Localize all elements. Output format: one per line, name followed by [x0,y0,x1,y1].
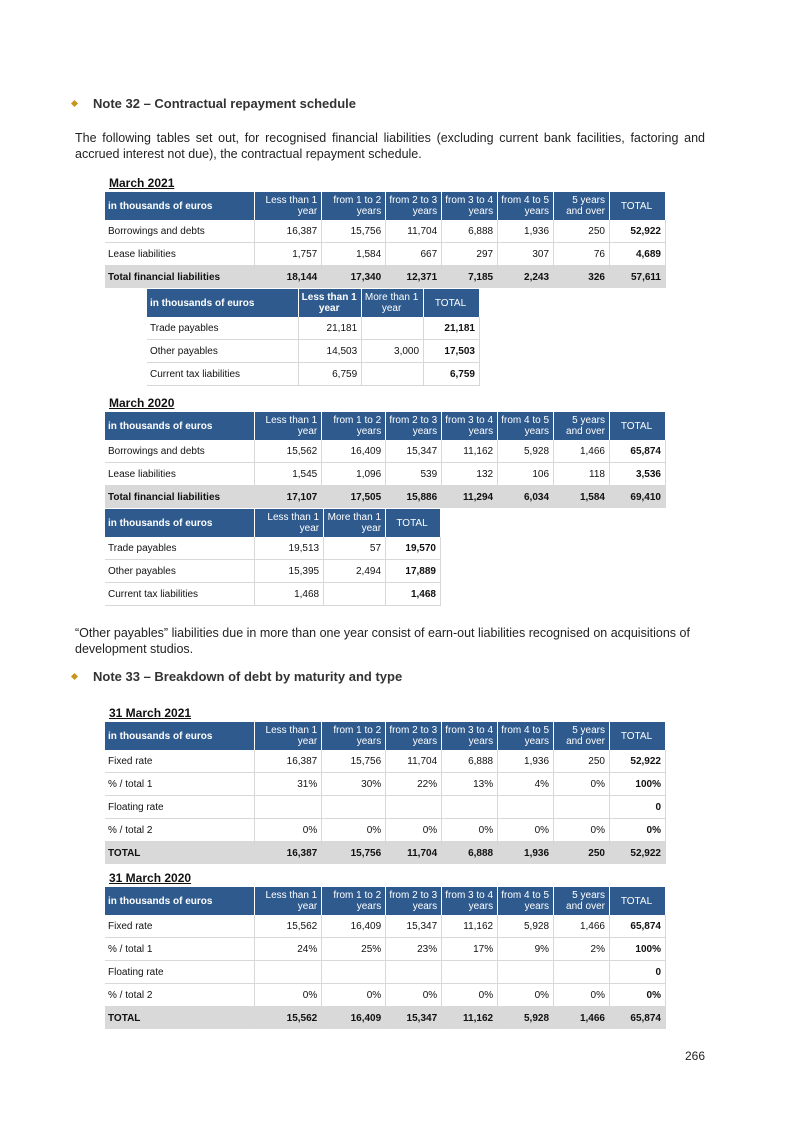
cell-total: 0 [609,796,665,819]
cell [498,961,554,984]
cell-total: 100% [609,773,665,796]
cell: 0% [255,984,322,1007]
cell: 25% [322,938,386,961]
cell: 1,584 [322,243,386,266]
cell-total: 0% [609,819,665,842]
row-label: Floating rate [105,796,255,819]
table-row [105,220,666,243]
cell: 132 [442,463,498,486]
header-3-4: from 3 to 4 years [442,192,498,220]
cell: 15,347 [386,1007,442,1030]
cell: 18,144 [255,266,322,289]
cell: 539 [386,463,442,486]
cell: 5,928 [498,915,554,938]
cell: 106 [498,463,554,486]
header-lt1: Less than 1 year [255,887,322,915]
cell: 6,759 [299,363,362,386]
table-march-2021-liabilities [105,192,666,288]
cell: 0% [386,819,442,842]
cell: 15,395 [255,560,324,583]
header-total: TOTAL [609,722,665,750]
cell: 6,888 [442,842,498,865]
row-label: Floating rate [105,961,255,984]
row-label: % / total 2 [105,819,255,842]
cell: 1,466 [554,1007,610,1030]
cell: 6,888 [442,220,498,243]
cell: 11,162 [442,440,498,463]
table-header-row [105,509,441,537]
cell: 57 [324,537,386,560]
cell: 0% [386,984,442,1007]
cell: 30% [322,773,386,796]
table-row [105,750,666,773]
note-32-title: Note 32 – Contractual repayment schedule [93,96,356,111]
other-payables-note: “Other payables” liabilities due in more than one year consist of earn-out liabilities recognised on acquisitions of development studios. [75,626,690,656]
row-label: Borrowings and debts [105,440,255,463]
table-row-total [105,1007,666,1030]
header-label: in thousands of euros [147,289,299,317]
cell: 6,888 [442,750,498,773]
cell [362,363,424,386]
row-label: Current tax liabilities [147,363,299,386]
note-32-intro: The following tables set out, for recognised financial liabilities (excluding current bank facilities, factoring and accrued interest not due), the contractual repayment schedule. [75,131,705,161]
cell: 16,387 [255,750,322,773]
header-lt1: Less than 1 year [255,192,322,220]
row-label: Trade payables [105,537,255,560]
table-row [105,463,666,486]
table-debt-maturity-2021 [105,722,666,864]
cell: 0% [554,984,610,1007]
cell: 1,936 [498,842,554,865]
cell: 24% [255,938,322,961]
header-mt1: More than 1 year [362,289,424,317]
row-label: TOTAL [105,842,255,865]
table-header-row [147,289,480,317]
header-2-3: from 2 to 3 years [386,722,442,750]
cell: 0% [322,984,386,1007]
header-total: TOTAL [609,412,665,440]
cell: 14,503 [299,340,362,363]
cell: 22% [386,773,442,796]
cell [362,317,424,340]
table-row-total [105,266,666,289]
row-label: Lease liabilities [105,243,255,266]
cell: 1,584 [554,486,610,509]
cell [322,961,386,984]
table-row [147,317,480,340]
table-row [105,819,666,842]
table-row [105,583,441,606]
cell: 4% [498,773,554,796]
cell: 15,562 [255,915,322,938]
header-5plus: 5 years and over [554,192,610,220]
cell: 23% [386,938,442,961]
header-5plus: 5 years and over [554,722,610,750]
cell: 16,409 [322,440,386,463]
cell: 11,704 [386,220,442,243]
cell: 1,936 [498,220,554,243]
cell: 17,340 [322,266,386,289]
cell: 11,162 [442,1007,498,1030]
header-mt1: More than 1 year [324,509,386,537]
cell: 15,756 [322,842,386,865]
header-label: in thousands of euros [105,887,255,915]
header-5plus: 5 years and over [554,887,610,915]
cell-total: 57,611 [609,266,665,289]
header-lt1: Less than 1 year [255,722,322,750]
row-label: Fixed rate [105,915,255,938]
cell-total: 100% [609,938,665,961]
cell: 17,107 [255,486,322,509]
table-row [147,340,480,363]
cell: 11,294 [442,486,498,509]
note-33-heading [72,669,402,684]
header-label: in thousands of euros [105,509,255,537]
cell [386,961,442,984]
bullet-diamond-icon [71,100,78,107]
table-header-row [105,412,666,440]
cell: 11,704 [386,842,442,865]
header-total: TOTAL [609,887,665,915]
header-3-4: from 3 to 4 years [442,887,498,915]
cell: 3,000 [362,340,424,363]
header-4-5: from 4 to 5 years [498,412,554,440]
table-header-row [105,192,666,220]
cell: 15,886 [386,486,442,509]
row-label: Borrowings and debts [105,220,255,243]
header-2-3: from 2 to 3 years [386,887,442,915]
cell: 1,096 [322,463,386,486]
cell: 1,466 [554,440,610,463]
table-row [105,243,666,266]
cell [442,961,498,984]
cell-total: 1,468 [386,583,441,606]
header-5plus: 5 years and over [554,412,610,440]
row-label: % / total 1 [105,938,255,961]
cell: 0% [255,819,322,842]
bullet-diamond-icon [71,673,78,680]
table-march-2020-liabilities [105,412,666,508]
header-lt1: Less than 1 year [255,412,322,440]
cell: 15,562 [255,440,322,463]
cell: 2% [554,938,610,961]
header-label: in thousands of euros [105,192,255,220]
cell: 6,034 [498,486,554,509]
cell [324,583,386,606]
cell: 15,756 [322,750,386,773]
cell: 11,162 [442,915,498,938]
cell: 250 [554,842,610,865]
row-label: Total financial liabilities [105,486,255,509]
table-row [105,537,441,560]
table-row [105,938,666,961]
cell-total: 19,570 [386,537,441,560]
cell: 15,562 [255,1007,322,1030]
cell: 0% [498,984,554,1007]
table-row-total [105,842,666,865]
cell: 5,928 [498,440,554,463]
row-label: Trade payables [147,317,299,340]
header-4-5: from 4 to 5 years [498,722,554,750]
header-1-2: from 1 to 2 years [322,722,386,750]
cell-total: 3,536 [609,463,665,486]
cell: 1,468 [255,583,324,606]
header-1-2: from 1 to 2 years [322,412,386,440]
cell-total: 4,689 [609,243,665,266]
cell: 0% [442,819,498,842]
cell: 19,513 [255,537,324,560]
cell [386,796,442,819]
table-march-2020-payables [105,509,441,606]
cell: 307 [498,243,554,266]
table-row [105,796,666,819]
cell: 0% [554,819,610,842]
cell: 7,185 [442,266,498,289]
cell: 667 [386,243,442,266]
header-2-3: from 2 to 3 years [386,412,442,440]
cell-total: 21,181 [424,317,480,340]
cell: 16,409 [322,915,386,938]
table-row [105,773,666,796]
cell: 250 [554,220,610,243]
header-lt1: Less than 1 year [255,509,324,537]
cell [442,796,498,819]
table-row-total [105,486,666,509]
row-label: Fixed rate [105,750,255,773]
table-caption-31-march-2020: 31 March 2020 [109,871,192,885]
table-row [105,560,441,583]
cell-total: 52,922 [609,750,665,773]
row-label: % / total 2 [105,984,255,1007]
cell: 16,387 [255,842,322,865]
header-label: in thousands of euros [105,722,255,750]
cell: 76 [554,243,610,266]
cell: 17,505 [322,486,386,509]
cell: 326 [554,266,610,289]
page-number: 266 [684,1049,705,1063]
cell-total: 17,889 [386,560,441,583]
cell: 118 [554,463,610,486]
cell: 13% [442,773,498,796]
table-row [105,961,666,984]
cell: 31% [255,773,322,796]
row-label: Current tax liabilities [105,583,255,606]
cell-total: 69,410 [609,486,665,509]
note-32-heading [72,96,356,111]
table-row [147,363,480,386]
cell-total: 65,874 [609,1007,665,1030]
cell: 1,545 [255,463,322,486]
cell: 1,466 [554,915,610,938]
header-total: TOTAL [386,509,441,537]
header-total: TOTAL [424,289,480,317]
table-march-2021-payables [147,289,480,386]
header-4-5: from 4 to 5 years [498,192,554,220]
row-label: Other payables [105,560,255,583]
table-caption-31-march-2021: 31 March 2021 [109,706,192,720]
table-row [105,915,666,938]
cell [255,796,322,819]
row-label: Lease liabilities [105,463,255,486]
table-header-row [105,887,666,915]
cell-total: 0% [609,984,665,1007]
cell [498,796,554,819]
cell-total: 65,874 [609,440,665,463]
cell: 1,757 [255,243,322,266]
note-33-title: Note 33 – Breakdown of debt by maturity and type [93,669,403,684]
header-total: TOTAL [609,192,665,220]
cell [322,796,386,819]
cell: 0% [498,819,554,842]
header-3-4: from 3 to 4 years [442,412,498,440]
header-1-2: from 1 to 2 years [322,192,386,220]
cell-total: 17,503 [424,340,480,363]
cell [554,961,610,984]
cell: 297 [442,243,498,266]
table-caption-march-2021: March 2021 [109,176,175,190]
cell: 250 [554,750,610,773]
cell: 16,409 [322,1007,386,1030]
cell: 0% [322,819,386,842]
cell: 5,928 [498,1007,554,1030]
cell: 17% [442,938,498,961]
cell: 21,181 [299,317,362,340]
cell-total: 6,759 [424,363,480,386]
cell-total: 52,922 [609,220,665,243]
header-1-2: from 1 to 2 years [322,887,386,915]
header-3-4: from 3 to 4 years [442,722,498,750]
cell [554,796,610,819]
cell: 0% [442,984,498,1007]
cell: 2,243 [498,266,554,289]
cell [255,961,322,984]
row-label: % / total 1 [105,773,255,796]
table-row [105,440,666,463]
cell: 12,371 [386,266,442,289]
row-label: Total financial liabilities [105,266,255,289]
cell: 11,704 [386,750,442,773]
cell: 0% [554,773,610,796]
cell-total: 65,874 [609,915,665,938]
header-2-3: from 2 to 3 years [386,192,442,220]
table-caption-march-2020: March 2020 [109,396,175,410]
cell: 15,347 [386,915,442,938]
cell: 2,494 [324,560,386,583]
cell: 1,936 [498,750,554,773]
cell: 9% [498,938,554,961]
row-label: TOTAL [105,1007,255,1030]
cell-total: 52,922 [609,842,665,865]
cell: 15,756 [322,220,386,243]
table-header-row [105,722,666,750]
header-lt1: Less than 1 year [299,289,362,317]
table-row [105,984,666,1007]
cell: 16,387 [255,220,322,243]
row-label: Other payables [147,340,299,363]
cell-total: 0 [609,961,665,984]
table-debt-maturity-2020 [105,887,666,1029]
header-4-5: from 4 to 5 years [498,887,554,915]
cell: 15,347 [386,440,442,463]
header-label: in thousands of euros [105,412,255,440]
